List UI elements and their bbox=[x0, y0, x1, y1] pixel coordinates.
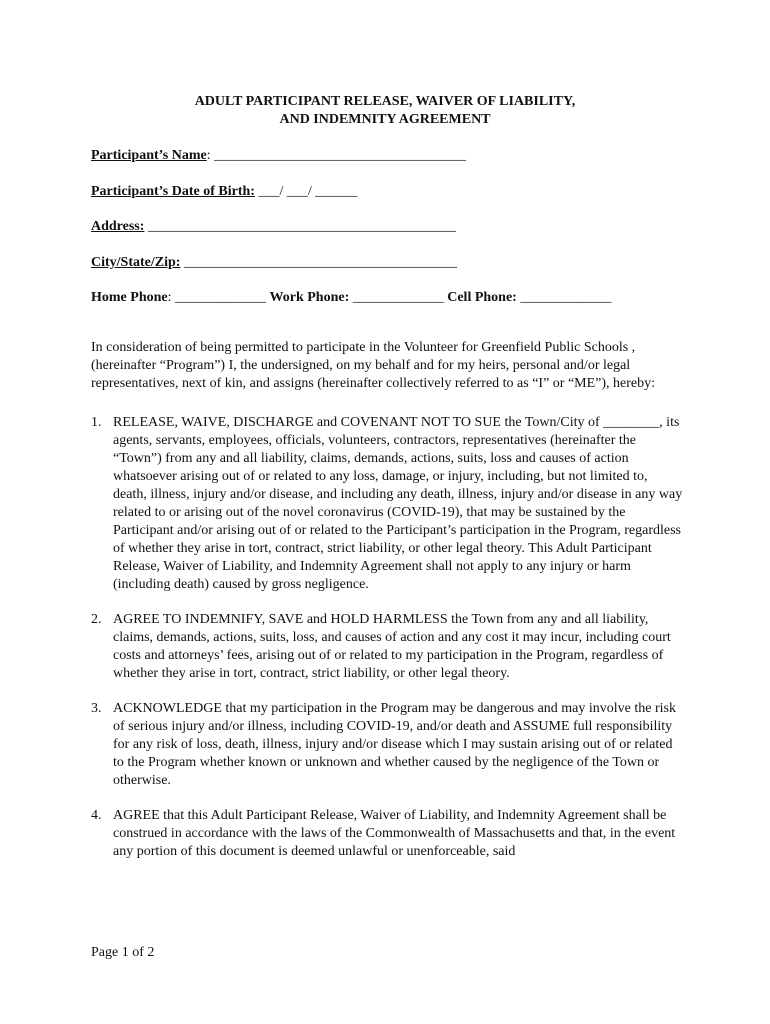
clause-text: AGREE TO INDEMNIFY, SAVE and HOLD HARMLESS the Town from any and all liability, claims, demands, actions, suits, loss, and causes of action and any cost it may incur, including court costs and attorneys’ fees, arising out of or related to my participation in the Program, regardless of whether they arise in tort, contract, strict liability, or other legal theory. bbox=[113, 612, 671, 681]
dob-label: Participant’s Date of Birth: bbox=[91, 184, 255, 199]
participant-name-colon: : bbox=[206, 148, 215, 163]
phone-fields bbox=[91, 289, 611, 307]
clause-number: 2. bbox=[91, 612, 102, 627]
address-label: Address: bbox=[91, 219, 145, 234]
address-field[interactable] bbox=[91, 218, 456, 236]
clause-text: AGREE that this Adult Participant Release, Waiver of Liability, and Indemnity Agreement shall be construed in accordance with the laws of the Commonwealth of Massachusetts and that, in the event any portion of this document is deemed unlawful or unenforceable, said bbox=[113, 808, 676, 859]
cell-phone-blank[interactable]: _____________ bbox=[516, 290, 612, 305]
agreement-clauses bbox=[91, 414, 683, 861]
document-title bbox=[0, 93, 770, 129]
clause-text: ACKNOWLEDGE that my participation in the Program may be dangerous and may involve the risk of serious injury and/or illness, including COVID-19, and/or death and ASSUME full responsibility for any risk of loss, death, illness, injury and/or disease which I may sustain arising out of or related to the Program whether known or unknown and whether caused by the negligence of the Town or otherwise. bbox=[113, 701, 676, 788]
clause-number: 3. bbox=[91, 701, 102, 716]
title-line-2: AND INDEMNITY AGREEMENT bbox=[279, 112, 491, 127]
clause-item bbox=[91, 807, 683, 861]
participant-name-label: Participant’s Name bbox=[91, 148, 207, 163]
work-phone-blank[interactable]: _____________ bbox=[349, 290, 448, 305]
cell-phone-label: Cell Phone: bbox=[447, 290, 517, 305]
clause-item bbox=[91, 611, 683, 683]
page-number: Page 1 of 2 bbox=[91, 945, 155, 960]
intro-paragraph: In consideration of being permitted to participate in the Volunteer for Greenfield Public Schools , (hereinafter “Program”) I, the undersigned, on my behalf and for my heirs, personal and/or legal representatives, next of kin, and assigns (hereinafter collectively referred to as “I” or “ME”), hereby: bbox=[91, 340, 656, 391]
work-phone-label: Work Phone: bbox=[269, 290, 350, 305]
title-line-1: ADULT PARTICIPANT RELEASE, WAIVER OF LIABILITY, bbox=[194, 94, 576, 109]
home-phone-blank[interactable]: : _____________ bbox=[167, 290, 270, 305]
city-state-zip-field[interactable] bbox=[91, 254, 457, 272]
home-phone-label: Home Phone bbox=[91, 290, 168, 305]
participant-name-blank[interactable]: ____________________________________ bbox=[214, 148, 467, 163]
clause-number: 1. bbox=[91, 415, 102, 430]
dob-field[interactable] bbox=[91, 183, 357, 201]
address-blank[interactable]: ____________________________________________ bbox=[144, 219, 456, 234]
participant-name-field[interactable] bbox=[91, 147, 466, 165]
clause-item bbox=[91, 414, 683, 594]
clause-text: RELEASE, WAIVE, DISCHARGE and COVENANT NOT TO SUE the Town/City of ________, its agents, servants, employees, officials, volunteers, contractors, representatives (hereinafter the “Town”) from any and all liability, claims, demands, actions, suits, loss and causes of action whatsoever arising out of or related to any loss, damage, or injury, including, but not limited to, death, illness, injury and/or disease, and including any death, illness, injury and/or disease in any way related to or arising out of the novel coronavirus (COVID-19), that may be sustained by the Participant and/or arising out of or related to the Participant’s participation in the Program, regardless of whether they arise in tort, contract, strict liability, or other legal theory. This Adult Participant Release, Waiver of Liability, and Indemnity Agreement shall not apply to any injury or harm (including death) caused by gross negligence. bbox=[113, 415, 683, 592]
clause-number: 4. bbox=[91, 808, 102, 823]
dob-blank[interactable]: ___/ ___/ ______ bbox=[254, 184, 358, 199]
clause-item bbox=[91, 700, 683, 790]
city-state-zip-label: City/State/Zip: bbox=[91, 255, 181, 270]
city-state-zip-blank[interactable]: _______________________________________ bbox=[180, 255, 457, 270]
